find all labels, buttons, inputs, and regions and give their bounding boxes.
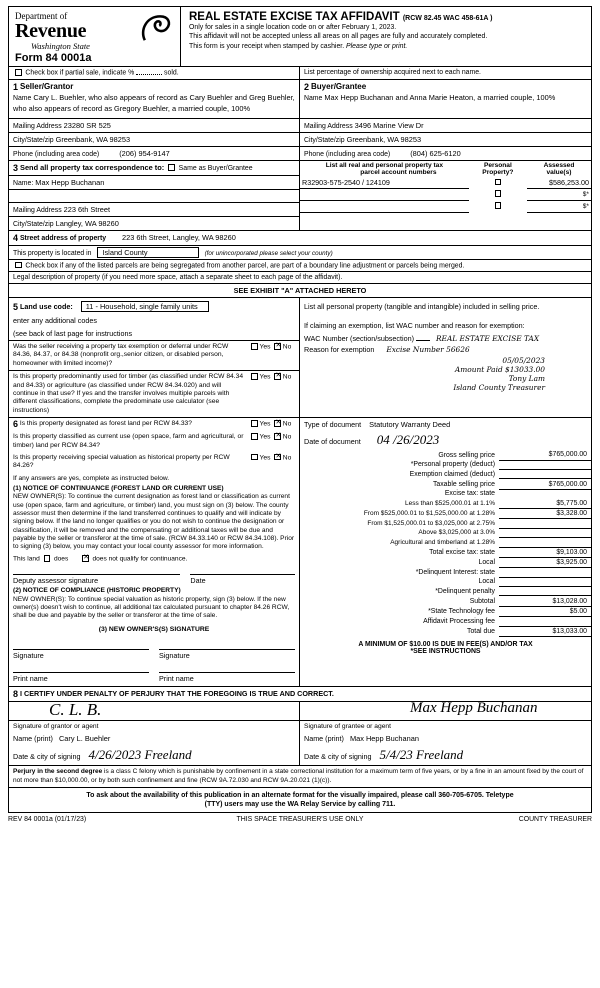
continuance-answer-row	[9, 553, 299, 566]
buyer-phone-label: Phone (including area code)	[304, 150, 391, 158]
accessibility-note	[9, 788, 591, 812]
tax-col1-header: List all real and personal property tax parcel account numbers	[325, 161, 444, 176]
fee-value-5[interactable]: $5,775.00	[499, 499, 591, 509]
table-row	[300, 557, 591, 567]
notice-continuance	[9, 485, 299, 553]
corr-name-row	[9, 175, 299, 189]
notice3-title: (3) NEW OWNER'S(S) SIGNATURE	[98, 626, 210, 634]
exemption-yes-checkbox[interactable]	[251, 343, 258, 350]
correspondence-block	[9, 161, 300, 230]
city-row	[9, 133, 591, 147]
property-address-row	[9, 231, 591, 246]
tax-col3-header: Assessed value(s)	[543, 161, 575, 176]
this-land-label: This land	[13, 555, 40, 563]
located-in-label: This property is located in	[13, 249, 92, 257]
notice-compliance	[9, 585, 299, 622]
table-row	[300, 479, 591, 489]
deputy-signature-label[interactable]: Deputy assessor signature	[13, 574, 180, 585]
subtitle-2: This affidavit will not be accepted unless all areas on all pages are fully and accurately completed.	[189, 33, 488, 41]
exemption-title: If claiming an exemption, list WAC number and reason for exemption:	[304, 321, 525, 330]
corr-city-value[interactable]: Langley, WA 98260	[55, 218, 119, 228]
fee-value-14[interactable]	[499, 587, 591, 596]
fee-label-9: Agricultural and timberland at 1.28%	[390, 538, 495, 546]
deputy-signature-row	[9, 566, 299, 585]
fee-value-16[interactable]: $5.00	[499, 606, 591, 616]
fee-label-17: Affidavit Processing fee	[423, 617, 495, 625]
notice2-title: (2) NOTICE OF COMPLIANCE (HISTORIC PROPERTY)	[13, 587, 181, 595]
table-row	[300, 538, 591, 547]
subtitle-1: Only for sales in a single location code on or after February 1, 2023.	[189, 24, 397, 31]
parcel-number-1[interactable]: R32903-575-2540 / 124109	[300, 177, 469, 189]
grantee-name-row	[300, 732, 591, 745]
table-row	[300, 460, 591, 469]
seller-mailing-label: Mailing Address	[13, 122, 62, 130]
legal-desc-row	[9, 272, 591, 284]
timber-question-row	[9, 370, 299, 417]
buyer-name-label: Name	[304, 94, 323, 102]
phone-row	[9, 147, 591, 161]
fee-value-9[interactable]	[499, 538, 591, 547]
fees-table	[300, 450, 591, 637]
land-use-label: Land use code:	[20, 302, 73, 311]
legal-desc-label: Legal description of property (if you need more space, attach a separate sheet to each page of the affidavit).	[13, 274, 343, 281]
grantor-date-value[interactable]: 4/26/2023 Freeland	[88, 747, 192, 763]
fee-value-17[interactable]	[499, 617, 591, 626]
timber-answer[interactable]: Yes ✕ No	[249, 373, 295, 382]
grantor-signature-block	[9, 702, 300, 765]
corr-spacer	[9, 189, 299, 202]
agency-block	[9, 7, 181, 66]
table-row	[300, 499, 591, 509]
certify-label: I CERTIFY UNDER PENALTY OF PERJURY THAT THE FOREGOING IS TRUE AND CORRECT.	[20, 689, 334, 699]
section8-number: 8	[13, 689, 19, 700]
segregated-checkbox[interactable]	[15, 262, 22, 269]
fee-label-2: Exemption claimed (deduct)	[409, 470, 495, 478]
does-not-qualify-checkbox[interactable]	[82, 555, 89, 562]
buyer-heading	[300, 80, 591, 118]
corr-mailing-row	[9, 202, 299, 216]
footer-center: THIS SPACE TREASURER'S USE ONLY	[236, 815, 364, 823]
grantee-date-row	[300, 745, 591, 765]
table-row	[300, 568, 591, 577]
stamp-line-2: Excise Number 56626	[386, 345, 470, 354]
exemption-question-row	[9, 340, 299, 370]
does-qualify-checkbox[interactable]	[44, 555, 51, 562]
table-row	[300, 200, 591, 212]
designation-block	[9, 418, 300, 686]
stamp-lines	[300, 356, 591, 392]
fee-value-0[interactable]: $765,000.00	[499, 450, 591, 460]
property-address-label: Street address of property	[19, 234, 107, 242]
property-county-row	[9, 246, 591, 260]
fee-value-10[interactable]: $9,103.00	[499, 547, 591, 557]
see-instructions-label: (see back of last page for instructions	[13, 329, 133, 338]
new-owner-print-1[interactable]: Print name	[13, 672, 149, 683]
minimum-fee-note: A MINIMUM OF $10.00 IS DUE IN FEE(S) AND/OR TAX	[358, 640, 533, 648]
assessed-value-3[interactable]: $*	[527, 200, 591, 212]
form-frame	[8, 6, 592, 813]
wac-number-input[interactable]	[416, 340, 430, 341]
see-instructions-row	[9, 327, 299, 340]
buyer-mailing-value[interactable]: 3496 Marine View Dr	[354, 120, 424, 130]
parcel-number-2[interactable]	[300, 188, 469, 200]
section6-number: 6	[13, 419, 19, 430]
timber-no-checkbox[interactable]	[274, 373, 281, 380]
exemption-no-checkbox[interactable]	[274, 343, 281, 350]
seller-name-value[interactable]: Cary L. Buehler, who also appears of record as Cary Buehler and Greg Buehler, who also appears of record as Gregory Buehler, a married couple, 100%	[13, 92, 295, 113]
grantee-name-label: Name (print)	[304, 734, 344, 744]
current-use-answer[interactable]: Yes ✕ No	[249, 433, 295, 442]
section5-row	[9, 298, 591, 417]
fee-label-13: Local	[478, 578, 495, 586]
seller-city-value[interactable]: Greenbank, WA 98253	[55, 134, 131, 144]
partial-sale-pct-input[interactable]	[136, 74, 162, 75]
table-row	[300, 188, 591, 200]
tax-parcel-block	[300, 161, 591, 230]
does-label: does	[53, 555, 69, 563]
stamp-line-4: Amount Paid $13033.00	[454, 365, 545, 374]
corr-mailing-value[interactable]: 223 6th Street	[63, 204, 111, 214]
fee-label-16: *State Technology fee	[428, 607, 495, 615]
personal-property-checkbox-3[interactable]	[469, 200, 527, 212]
table-row	[300, 596, 591, 606]
grantee-signature-block	[300, 702, 591, 765]
historic-text: Is this property receiving special valuation as historical property per RCW 84.26?	[13, 453, 230, 470]
table-row	[300, 606, 591, 616]
segregated-label: Check box if any of the listed parcels are being segregated from another parcel, are part of a boundary line adjustment or parcels being merged.	[25, 262, 465, 269]
title-block	[181, 7, 591, 66]
fee-label-8: Above $3,025,000 at 3.0%	[418, 529, 495, 537]
property-address-value[interactable]: 223 6th Street, Langley, WA 98260	[122, 232, 236, 242]
fee-label-12: *Delinquent Interest: state	[415, 568, 495, 576]
table-row	[300, 617, 591, 626]
notice1-title: (1) NOTICE OF CONTINUANCE (FOREST LAND OR CURRENT USE)	[13, 485, 224, 493]
buyer-section-number: 2	[304, 81, 310, 92]
perjury-text: is a class C felony which is punishable by confinement in a state correctional institution for a maximum term of five years, or by a fine in an amount fixed by the court of not more than $10,000.00, or by both such confinement and fine (RCW 9A.72.030 and RCW 9A.20.021 (1)(c)).	[13, 768, 584, 784]
fee-value-6[interactable]: $3,328.00	[499, 509, 591, 519]
relay-line-2: (TTY) users may use the WA Relay Service by calling 711.	[204, 800, 396, 808]
fee-label-18: Total due	[467, 627, 495, 635]
fee-value-1[interactable]	[499, 460, 591, 469]
notice1-body: NEW OWNER(S): To continue the current designation as forest land or classification as current use (open space, farm and agriculture, or timber) land, you must sign on (3) below. The county assessor must then determine if the land transferred continues to qualify and will indicate by signing below. If the land no longer qualifies or you do not wish to continue the designation or classification, it will be removed and the compensating or additional taxes will be due and payable by the seller or transferor at the time of sale. (RCW 84.33.140 or RCW 84.34.108). Prior to signing (3) below, you may contact your local county assessor for more information.	[13, 493, 295, 551]
grantor-name-value[interactable]: Cary L. Buehler	[58, 734, 111, 744]
doc-date-label: Date of document	[304, 437, 361, 447]
forest-land-question	[9, 418, 299, 431]
stamp-line-3: 05/05/2023	[502, 356, 545, 365]
certify-heading	[9, 686, 591, 701]
subtitle-3-italic: Please type or print.	[346, 42, 408, 50]
current-use-no-checkbox[interactable]	[274, 433, 281, 440]
partial-sale-tail: sold.	[164, 69, 179, 77]
grantor-signature-label: Signature of grantor or agent	[9, 720, 299, 732]
current-use-yes-checkbox[interactable]	[251, 433, 258, 440]
timber-question-text: Is this property predominantly used for timber (as classified under RCW 84.34 and 84.33) or agriculture (as classified under RCW 84.34.020) and will continue in that use? If yes and the transfer involves multiple parcels with different classifications, complete the predominate use calculator (see instructions)	[13, 373, 244, 414]
fee-value-4[interactable]	[499, 489, 591, 498]
exemption-question-text: Was the seller receiving a property tax exemption or deferral under RCW 84.36, 84.37, or 84.38 (nonprofit org.,senior citizen, or disabled person, homeowner with limited income)?	[13, 343, 229, 367]
doc-date-value[interactable]: 04 /26/2023	[376, 432, 440, 448]
same-as-buyer-checkbox[interactable]	[168, 164, 175, 171]
corr-city-row	[9, 216, 299, 230]
additional-codes-row	[9, 314, 299, 327]
seller-city	[9, 133, 300, 146]
table-row	[300, 577, 591, 586]
correspondence-label: Send all property tax correspondence to:	[20, 162, 165, 172]
revenue-label: Revenue	[15, 20, 87, 42]
buyer-city-label: City/State/zip	[304, 136, 345, 144]
personal-property-checkbox-2[interactable]	[469, 188, 527, 200]
partial-sale-left	[9, 67, 300, 79]
reason-row	[300, 345, 591, 356]
timber-yes-checkbox[interactable]	[251, 373, 258, 380]
deputy-date-label[interactable]: Date	[190, 574, 295, 585]
grantor-name-label: Name (print)	[13, 734, 53, 744]
fee-value-18[interactable]: $13,033.00	[499, 626, 591, 636]
table-row	[300, 470, 591, 479]
parcel-number-3[interactable]	[300, 200, 469, 212]
historic-yes-checkbox[interactable]	[251, 454, 258, 461]
new-owner-print-2[interactable]: Print name	[159, 672, 295, 683]
current-use-text: Is this property classified as current use (open space, farm and agricultural, or timber) land per RCW 84.34?	[13, 433, 244, 449]
subtitle-3: This form is your receipt when stamped by cashier.	[189, 42, 345, 50]
land-use-block	[9, 298, 300, 417]
does-not-label: does not qualify for continuance.	[92, 555, 188, 563]
corr-mailing-label: Mailing Address	[13, 206, 62, 214]
stamp-line-5: Tony Lam	[508, 374, 545, 383]
fee-value-7[interactable]	[499, 519, 591, 528]
revenue-logo-icon	[138, 13, 172, 47]
grantee-signature-value[interactable]: Max Hepp Buchanan	[410, 700, 538, 717]
doc-type-value[interactable]: Statutory Warranty Deed	[369, 420, 451, 430]
historic-no-checkbox[interactable]	[274, 454, 281, 461]
section3-row	[9, 161, 591, 231]
fee-label-4: Excise tax: state	[444, 490, 495, 498]
mailing-row	[9, 119, 591, 133]
exemption-answer[interactable]: Yes ✕ No	[249, 343, 295, 352]
additional-codes-label: enter any additional codes	[13, 316, 97, 325]
new-owner-signature-row	[9, 635, 299, 660]
grantor-name-row	[9, 732, 299, 745]
stamp-line-6: Island County Treasurer	[453, 383, 545, 392]
new-owner-signature-2[interactable]: Signature	[159, 649, 295, 660]
seller-heading	[9, 80, 300, 118]
table-row	[300, 519, 591, 528]
fee-value-2[interactable]	[499, 470, 591, 479]
doc-date-row	[300, 431, 591, 450]
stamp-line-1: REAL ESTATE EXCISE TAX	[435, 334, 540, 343]
if-any-yes-note: If any answers are yes, complete as instructed below.	[13, 474, 170, 482]
forest-land-answer[interactable]: Yes ✕ No	[249, 420, 295, 429]
fee-value-13[interactable]	[499, 577, 591, 586]
seller-mailing	[9, 119, 300, 132]
page-footer	[8, 813, 592, 823]
exhibit-reference: SEE EXHIBIT "A" ATTACHED HERETO	[9, 284, 591, 298]
corr-name-value[interactable]: Max Hepp Buchanan	[35, 177, 105, 187]
fee-label-1: *Personal property (deduct)	[410, 461, 495, 469]
buyer-phone	[300, 147, 591, 160]
forest-land-text: Is this property designated as forest land per RCW 84.33?	[19, 420, 192, 428]
fee-label-14: *Delinquent penalty	[435, 587, 495, 595]
land-use-select[interactable]: 11 - Household, single family units	[81, 301, 209, 312]
corr-name-label: Name:	[13, 179, 34, 187]
personal-property-list-label: List all personal property (tangible and intangible) included in selling price.	[304, 302, 540, 311]
footer-revision: REV 84 0001a (01/17/23)	[8, 815, 87, 823]
wac-number-label: WAC Number (section/subsection)	[304, 334, 414, 343]
table-row	[300, 489, 591, 498]
parties-heading-row	[9, 80, 591, 119]
fee-value-11[interactable]: $3,925.00	[499, 557, 591, 567]
grantor-signature-value[interactable]: C. L. B.	[49, 700, 102, 720]
fee-label-7: From $1,525,000.01 to $3,025,000 at 2.75%	[367, 520, 495, 528]
forest-yes-checkbox[interactable]	[251, 420, 258, 427]
table-row	[300, 450, 591, 460]
exemption-block	[300, 298, 591, 417]
perjury-note	[9, 765, 591, 787]
fee-label-0: Gross selling price	[438, 451, 495, 459]
partial-sale-row	[9, 67, 591, 80]
new-owner-signature-1[interactable]: Signature	[13, 649, 149, 660]
historic-answer[interactable]: Yes ✕ No	[249, 454, 295, 463]
county-select[interactable]: Island County	[97, 247, 198, 258]
seller-phone-value[interactable]: (206) 954-9147	[119, 148, 170, 158]
signature-row	[9, 701, 591, 765]
assessed-value-2[interactable]: $*	[527, 188, 591, 200]
seller-city-label: City/State/zip	[13, 136, 54, 144]
grantee-name-value[interactable]: Max Hepp Buchanan	[349, 734, 419, 744]
form-title: REAL ESTATE EXCISE TAX AFFIDAVIT	[189, 11, 400, 23]
buyer-mailing	[300, 119, 591, 132]
wac-number-row	[300, 332, 591, 345]
assessed-value-1[interactable]: $586,253.00	[527, 177, 591, 189]
doc-type-label: Type of document	[304, 420, 362, 430]
table-row	[300, 509, 591, 519]
fee-label-10: Total excise tax: state	[429, 548, 495, 556]
fee-label-11: Local	[478, 559, 495, 567]
fee-label-5: Less than $525,000.01 at 1.1%	[405, 500, 495, 508]
fee-label-15: Subtotal	[469, 597, 495, 605]
seller-phone	[9, 147, 300, 160]
seller-mailing-value[interactable]: 23280 SR 525	[63, 120, 111, 130]
seller-name-label: Name	[13, 94, 32, 102]
form-header	[9, 7, 591, 67]
land-use-row	[9, 298, 299, 314]
fee-label-6: From $525,000.01 to $1,525,000.00 at 1.28%	[363, 510, 495, 518]
notice2-body: NEW OWNER(S): To continue special valuation as historic property, sign (3) below. If the new owner(s) doesn't wish to continue, all additional tax calculated pursuant to chapter 84.26 RCW, shall be due and payable by the seller or transferor at the time of sale.	[13, 595, 290, 620]
fees-block	[300, 418, 591, 686]
segregated-row	[9, 260, 591, 273]
grantor-date-label: Date & city of signing	[13, 752, 81, 762]
buyer-city	[300, 133, 591, 146]
seller-section-number: 1	[13, 81, 19, 92]
partial-sale-checkbox[interactable]	[15, 69, 22, 76]
buyer-mailing-label: Mailing Address	[304, 122, 353, 130]
personal-property-checkbox-1[interactable]	[469, 177, 527, 189]
table-row	[300, 528, 591, 537]
form-title-ref: (RCW 82.45 WAC 458-61A )	[402, 15, 493, 22]
tax-col2-header: Personal Property?	[482, 161, 514, 176]
fee-value-12[interactable]	[499, 568, 591, 577]
buyer-name-value[interactable]: Max Hepp Buchanan and Anna Marie Heaton, a married couple, 100%	[324, 92, 556, 102]
fee-value-8[interactable]	[499, 528, 591, 537]
section6-row	[9, 417, 591, 686]
partial-sale-right: List percentage of ownership acquired next to each name.	[304, 69, 481, 76]
section5-number: 5	[13, 302, 19, 312]
current-use-question	[9, 431, 299, 452]
fee-value-15[interactable]: $13,028.00	[499, 596, 591, 606]
grantor-date-row	[9, 745, 299, 765]
section4-number: 4	[13, 232, 19, 243]
fee-value-3[interactable]: $765,000.00	[499, 479, 591, 489]
table-row	[300, 626, 591, 636]
grantee-signature-label: Signature of grantee or agent	[300, 720, 591, 732]
table-row	[300, 547, 591, 557]
relay-line-1: To ask about the availability of this publication in an alternate format for the visually impaired, please call 360-705-6705. Teletype	[86, 791, 514, 799]
historic-question	[9, 452, 299, 473]
grantee-date-value[interactable]: 5/4/23 Freeland	[379, 747, 464, 763]
correspondence-heading	[9, 161, 299, 175]
county-note: (for unincorporated please select your county)	[204, 249, 333, 257]
buyer-heading-label: Buyer/Grantee	[311, 81, 367, 91]
table-row	[300, 587, 591, 596]
buyer-city-value[interactable]: Greenbank, WA 98253	[346, 134, 422, 144]
footer-right: COUNTY TREASURER	[518, 815, 593, 823]
forest-no-checkbox[interactable]	[274, 420, 281, 427]
buyer-phone-value[interactable]: (804) 625-6120	[410, 148, 461, 158]
perjury-bold: Perjury in the second degree	[13, 768, 103, 776]
reason-label: Reason for exemption	[304, 345, 375, 354]
see-instructions-note: *SEE INSTRUCTIONS	[410, 647, 481, 655]
new-owner-print-row	[9, 660, 299, 686]
state-label: Washington State	[31, 41, 90, 51]
section3-number: 3	[13, 162, 19, 173]
table-row	[300, 177, 591, 189]
form-number: Form 84 0001a	[15, 52, 92, 64]
fee-label-3: Taxable selling price	[432, 480, 495, 488]
seller-phone-label: Phone (including area code)	[13, 150, 100, 158]
corr-city-label: City/State/zip	[13, 220, 54, 228]
same-as-buyer-label: Same as Buyer/Grantee	[178, 164, 253, 172]
doc-type-row	[300, 418, 591, 431]
seller-heading-label: Seller/Grantor	[20, 81, 74, 91]
tax-parcel-table	[300, 161, 591, 213]
grantee-date-label: Date & city of signing	[304, 752, 372, 762]
dept-label: Department of	[15, 11, 68, 21]
partial-sale-label: Check box if partial sale, indicate %	[25, 69, 135, 77]
